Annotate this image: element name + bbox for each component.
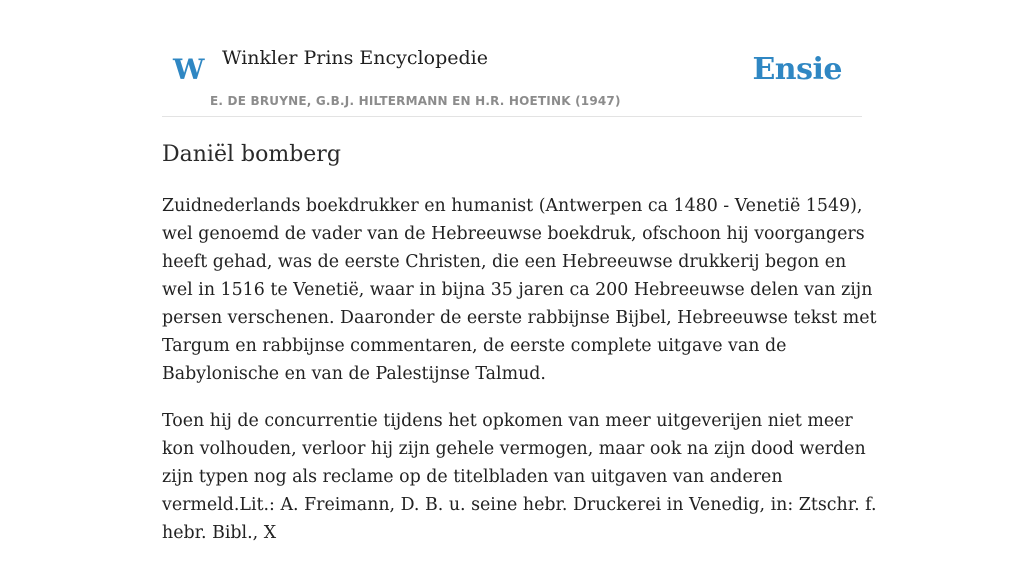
article-title: Daniël bomberg	[162, 142, 341, 167]
article-body	[162, 192, 882, 566]
publication-title[interactable]: Winkler Prins Encyclopedie	[222, 47, 488, 69]
article-paragraph: Zuidnederlands boekdrukker en humanist (Antwerpen ca 1480 - Venetië 1549), wel genoemd de vader van de Hebreeuwse boekdruk, ofschoon hij voorgangers heeft gehad, was de eerste Christen, die een Hebreeuwse drukkerij begon en wel in 1516 te Venetië, waar in bijna 35 jaren ca 200 Hebreeuwse delen van zijn persen verschenen. Daaronder de eerste rabbijnse Bijbel, Hebreeuwse tekst met Targum en rabbijnse commentaren, de eerste complete uitgave van de Babylonische en van de Palestijnse Talmud.	[162, 196, 877, 384]
publication-logo[interactable]: W	[173, 53, 205, 86]
ensie-logo-link[interactable]: Ensie	[752, 52, 842, 87]
publication-authors: E. DE BRUYNE, G.B.J. HILTERMANN EN H.R. HOETINK (1947)	[210, 94, 621, 108]
article-paragraph: Toen hij de concurrentie tijdens het opkomen van meer uitgeverijen niet meer kon volhouden, verloor hij zijn gehele vermogen, maar ook na zijn dood werden zijn typen nog als reclame op de titelbladen van uitgaven van anderen vermeld.Lit.: A. Freimann, D. B. u. seine hebr. Druckerei in Venedig, in: Ztschr. f. hebr. Bibl., X	[162, 411, 877, 543]
header	[162, 0, 862, 117]
